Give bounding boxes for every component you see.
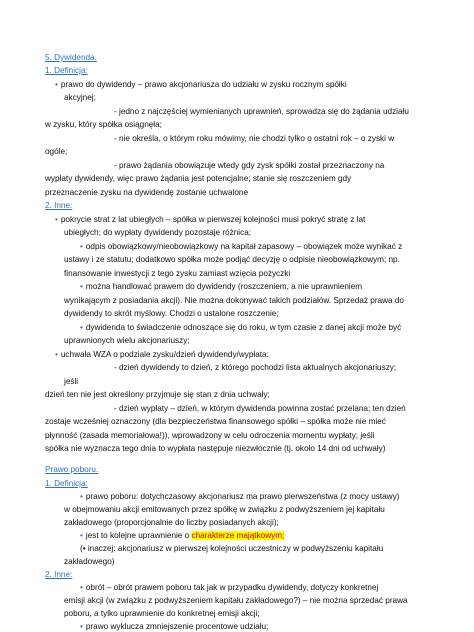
- subheading-inne: 2. Inne:: [45, 201, 73, 210]
- text-line: dywidendy to skrót myślowy. Chodzi o ustalone roszczenie;: [64, 309, 279, 318]
- text-line: w zysku, który spółka osiągnęła;: [45, 120, 162, 129]
- text-line: - dzień wypłaty – dzień, w którym dywidenda powinna zostać przelana; ten dzień: [114, 404, 406, 413]
- bullet-icon: •: [55, 350, 58, 359]
- text-line: w obejmowaniu akcji emitowanych przez spółkę w związku z podwyższeniem jej kapitału: [64, 505, 385, 514]
- bullet-icon: •: [80, 583, 83, 592]
- section-title-dywidenda: 5. Dywidenda.: [45, 53, 97, 62]
- text-line: ogóle;: [45, 147, 68, 156]
- bullet-icon: •: [80, 282, 83, 291]
- list-item: • pokrycie strat z lat ubiegłych – spółka w pierwszej kolejności musi pokryć stratę z lat: [55, 215, 366, 224]
- text-line: dzień ten nie jest określony przyjmuje się stan z dnia uchwały;: [45, 390, 270, 399]
- list-item: • obrót – obrót prawem poboru tak jak w przypadku dywidendy, dotyczy konkretnej: [80, 583, 379, 592]
- text-line: ubiegłych; do wypłaty dywidendy pozostaje różnica;: [64, 228, 252, 237]
- list-item: • prawo do dywidendy – prawo akcjonariusza do udziału w zysku rocznym spółki: [55, 80, 347, 89]
- subheading-definicja: 1. Definicja:: [45, 66, 88, 75]
- bullet-icon: •: [80, 323, 83, 332]
- list-item: • można handlować prawem do dywidendy (roszczeniem, a nie uprawnieniem: [80, 282, 363, 291]
- list-item: • uchwała WZA o podziale zysku/dzień dywidendy/wypłata:: [55, 350, 269, 359]
- bullet-icon: •: [55, 215, 58, 224]
- text-line: - prawo żądania obowiązuje wtedy gdy zysk spółki został przeznaczony na: [114, 161, 385, 170]
- list-item: • dywidenda to świadczenie odnoszące się do roku, w tym czasie z danej akcji może być: [80, 323, 402, 332]
- text-line: jeśli: [64, 377, 79, 386]
- text-line: - nie określa, o którym roku mówimy, nie chodzi tylko o ostatni rok – o zyski w: [114, 134, 395, 143]
- list-item: • prawo wyklucza zmniejszenie procentowe udziału;: [80, 622, 269, 631]
- text-line: (• inaczej: akcjonariusz w pierwszej kolejności uczestniczy w podwyższeniu kapitału: [80, 544, 384, 553]
- text-line: uprawnionych wielu akcjonariuszy;: [64, 336, 190, 345]
- bullet-icon: •: [80, 531, 83, 540]
- text-line: zakładowego): [64, 557, 115, 566]
- list-item: • prawo poboru: dotychczasowy akcjonariusz ma prawo pierwszeństwa (z mocy ustawy): [80, 492, 400, 501]
- text-line: poboru, a tylko uprawnienie do konkretnej emisji akcji;: [64, 609, 260, 618]
- text-line: ustawy i ze statutu; dodatkowo spółka może podjąć decyzję o odpisie nieobowiązkowym; np.: [64, 255, 400, 264]
- text-line: płynność (zasada memoriałowa!)), wprowadzony w celu odroczenia momentu wypłaty; jeśli: [45, 431, 375, 440]
- list-item: • odpis obowiązkowy/nieobowiązkowy na kapitał zapasowy – obowiązek może wynikać z: [80, 242, 403, 251]
- text-line: przeznaczenie zysku na dywidendę zostanie uchwalone: [45, 188, 248, 197]
- bullet-icon: •: [55, 80, 58, 89]
- text-line: emisji akcji (w związku z podwyższeniem kapitału zakładowego?) – nie można sprzedać prawa: [64, 596, 408, 605]
- bullet-icon: •: [80, 622, 83, 631]
- subheading-inne: 2. Inne:: [45, 570, 73, 579]
- text-line: - jedno z najczęściej wymienianych uprawnień, sprowadza się do żądania udziału: [114, 107, 409, 116]
- text-line: finansowanie inwestycji z tego zysku zamiast wzięcia pożyczki: [64, 269, 291, 278]
- list-item: • jest to kolejne uprawnienie o charakterze majątkowym;: [80, 531, 285, 540]
- text-line: akcyjnej;: [64, 93, 96, 102]
- text-line: zostaje wcześniej oznaczony (dla bezpieczeństwa finansowego spółki – spółka może nie mieć: [45, 417, 386, 426]
- text-line: spółka nie wyznacza tego dnia to wypłata następuje niezwłocznie (tj. około 14 dni od uchwały): [45, 444, 386, 453]
- highlighted-text: charakterze majątkowym;: [191, 531, 285, 540]
- text-line: zakładowego (proporcjonalnie do liczby posiadanych akcji);: [64, 518, 279, 527]
- text-line: - dzień dywidendy to dzień, z którego pochodzi lista aktualnych akcjonariuszy;: [114, 363, 397, 372]
- bullet-icon: •: [80, 242, 83, 251]
- text-line: wypłaty dywidendy, więc prawo żądania jest potencjalne; stanie się roszczeniem gdy: [45, 174, 352, 183]
- subheading-definicja: 1. Definicja:: [45, 479, 88, 488]
- section-title-prawo-poboru: Prawo poboru.: [45, 465, 99, 474]
- text-line: wynikającym z posiadania akcji). Nie można dokonywać takich podziałów. Sprzedaż prawa do: [64, 296, 404, 305]
- bullet-icon: •: [80, 492, 83, 501]
